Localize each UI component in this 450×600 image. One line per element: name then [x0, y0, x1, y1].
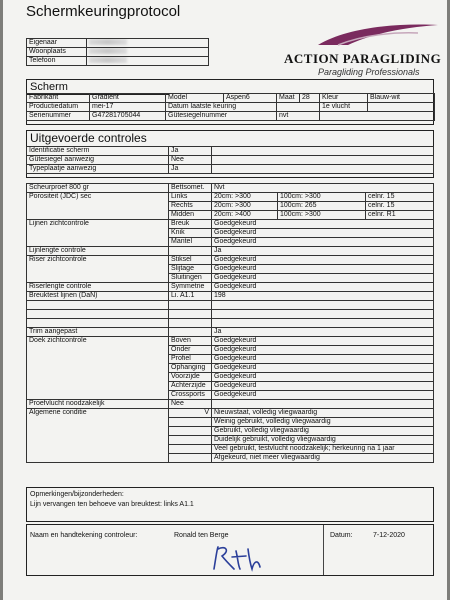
check-label: Doek zichtcontrole: [27, 337, 169, 400]
check-value: Ja: [212, 247, 434, 256]
owner-label: Woonplaats: [27, 48, 87, 57]
checks-table: [26, 183, 434, 463]
check-label: Proefvlucht noodzakelijk: [27, 400, 169, 409]
owner-value: [87, 57, 209, 66]
check-value: Goedgekeurd: [212, 391, 434, 400]
check-label: Porositeit (JDC) sec: [27, 193, 169, 220]
check-value: 100cm: >300: [278, 211, 366, 220]
check-sub: Rechts: [169, 202, 212, 211]
check-value: 20cm: >300: [212, 193, 278, 202]
inspector-name: Ronald ten Berge: [174, 532, 229, 539]
controles-heading: Uitgevoerde controles: [30, 131, 147, 145]
condition-option: Veel gebruikt, testvlucht noodzakelijk; herkeuring na 1 jaar: [212, 445, 434, 454]
owner-value: [87, 39, 209, 48]
controle-value: Nee: [169, 156, 212, 165]
check-sub: Achterzijde: [169, 382, 212, 391]
check-value: Goedgekeurd: [212, 283, 434, 292]
check-sub: Ophanging: [169, 364, 212, 373]
scherm-cell: 28: [300, 94, 320, 103]
check-label: Breuktest lijnen (DaN): [27, 292, 169, 301]
scherm-cell: G47281705044: [90, 112, 166, 121]
check-value: Goedgekeurd: [212, 229, 434, 238]
check-value: Goedgekeurd: [212, 337, 434, 346]
check-sub: Mantel: [169, 238, 212, 247]
remarks-box: [26, 487, 434, 522]
check-value: 100cm: 265: [278, 202, 366, 211]
svg-text:ACTION PARAGLIDING: ACTION PARAGLIDING: [284, 51, 442, 66]
check-sub: Voorzijde: [169, 373, 212, 382]
check-mark: V: [169, 409, 212, 418]
check-sub: Onder: [169, 346, 212, 355]
check-value: Nvt: [212, 184, 434, 193]
handwritten-signature: [208, 543, 268, 573]
check-value: 20cm: >300: [212, 202, 278, 211]
scherm-cell: Serienummer: [27, 112, 90, 121]
scherm-cell: nvt: [277, 112, 320, 121]
inspector-label: Naam en handtekening controleur:: [30, 532, 138, 539]
check-label: Lijnen zichtcontrole: [27, 220, 169, 247]
condition-option: Gebruikt, volledig vliegwaardig: [212, 427, 434, 436]
check-value: 198: [212, 292, 434, 301]
check-sub: Nee: [169, 400, 212, 409]
check-label: Riser zichtcontrole: [27, 256, 169, 283]
remarks-text: Lijn vervangen ten behoeve van breuktest: links A1.1: [30, 501, 194, 508]
scherm-cell: 1e vlucht: [320, 103, 368, 112]
redacted-text: [89, 57, 127, 63]
condition-option: Afgekeurd, niet meer vliegwaardig: [212, 454, 434, 463]
date-value: 7-12-2020: [373, 532, 405, 539]
scherm-cell: Blauw-wit: [368, 94, 435, 103]
check-sub: Stiksel: [169, 256, 212, 265]
check-value: Goedgekeurd: [212, 346, 434, 355]
svg-text:Paragliding Professionals: Paragliding Professionals: [318, 67, 420, 77]
check-value: celnr. 15: [366, 202, 434, 211]
check-sub: Sluitingen: [169, 274, 212, 283]
controles-table: [26, 146, 434, 174]
controle-value: Ja: [169, 147, 212, 156]
condition-option: Weinig gebruikt, volledig vliegwaardig: [212, 418, 434, 427]
owner-label: Telefoon: [27, 57, 87, 66]
scherm-cell: Gütesiegelnummer: [166, 112, 277, 121]
check-value: 100cm: >300: [278, 193, 366, 202]
check-value: Goedgekeurd: [212, 364, 434, 373]
scherm-cell: Fabrikant: [27, 94, 90, 103]
scherm-cell: [320, 112, 435, 121]
scherm-cell: Productiedatum: [27, 103, 90, 112]
owner-table: [26, 38, 209, 66]
redacted-text: [89, 48, 127, 54]
check-value: Goedgekeurd: [212, 265, 434, 274]
scherm-cell: [277, 103, 320, 112]
check-value: Goedgekeurd: [212, 373, 434, 382]
scherm-cell: Datum laatste keuring: [166, 103, 277, 112]
check-value: Goedgekeurd: [212, 274, 434, 283]
check-sub: Li. A1.1: [169, 292, 212, 301]
check-value: celnr. R1: [366, 211, 434, 220]
document-page: [3, 0, 447, 600]
check-label: Riserlengte controle: [27, 283, 169, 292]
check-sub: Symmetrie: [169, 283, 212, 292]
check-value: Goedgekeurd: [212, 382, 434, 391]
check-sub: Links: [169, 193, 212, 202]
scherm-cell: mei-17: [90, 103, 166, 112]
date-label: Datum:: [330, 532, 353, 539]
remarks-label: Opmerkingen/bijzonderheden:: [30, 491, 124, 498]
check-sub: Bettsomet.: [169, 184, 212, 193]
check-sub: Profiel: [169, 355, 212, 364]
check-value: Goedgekeurd: [212, 355, 434, 364]
check-value: Ja: [212, 328, 434, 337]
check-sub: Crossports: [169, 391, 212, 400]
check-sub: Breuk: [169, 220, 212, 229]
scherm-heading: Scherm: [27, 80, 169, 95]
redacted-text: [89, 39, 127, 45]
scherm-cell: Model: [166, 94, 224, 103]
scherm-cell: Maat: [277, 94, 300, 103]
check-label: Lijnlengte controle: [27, 247, 169, 256]
check-sub: Slijtage: [169, 265, 212, 274]
scherm-table: [26, 93, 435, 121]
scherm-cell: Aspen6: [224, 94, 277, 103]
scherm-cell: [368, 103, 435, 112]
check-value: Goedgekeurd: [212, 220, 434, 229]
controle-label: Identificatie scherm: [27, 147, 169, 156]
check-value: Goedgekeurd: [212, 238, 434, 247]
owner-label: Eigenaar: [27, 39, 87, 48]
scherm-cell: Kleur: [320, 94, 368, 103]
action-paragliding-logo: [278, 23, 443, 87]
check-label: Scheurproef 800 gr: [27, 184, 169, 193]
condition-option: Nieuwstaat, volledig vliegwaardig: [212, 409, 434, 418]
check-value: Goedgekeurd: [212, 256, 434, 265]
owner-value: [87, 48, 209, 57]
check-sub: Knik: [169, 229, 212, 238]
check-sub: Midden: [169, 211, 212, 220]
check-value: celnr. 15: [366, 193, 434, 202]
controle-value: Ja: [169, 165, 212, 174]
check-value: 20cm: >400: [212, 211, 278, 220]
scherm-cell: Gradient: [90, 94, 166, 103]
check-label: Trim aangepast: [27, 328, 169, 337]
condition-option: Duidelijk gebruikt, volledig vliegwaardig: [212, 436, 434, 445]
controle-label: Typeplaatje aanwezig: [27, 165, 169, 174]
document-title: Schermkeuringprotocol: [26, 3, 181, 20]
check-label: Algemene conditie: [27, 409, 169, 463]
check-sub: Boven: [169, 337, 212, 346]
controle-label: Gütesiegel aanwezig: [27, 156, 169, 165]
